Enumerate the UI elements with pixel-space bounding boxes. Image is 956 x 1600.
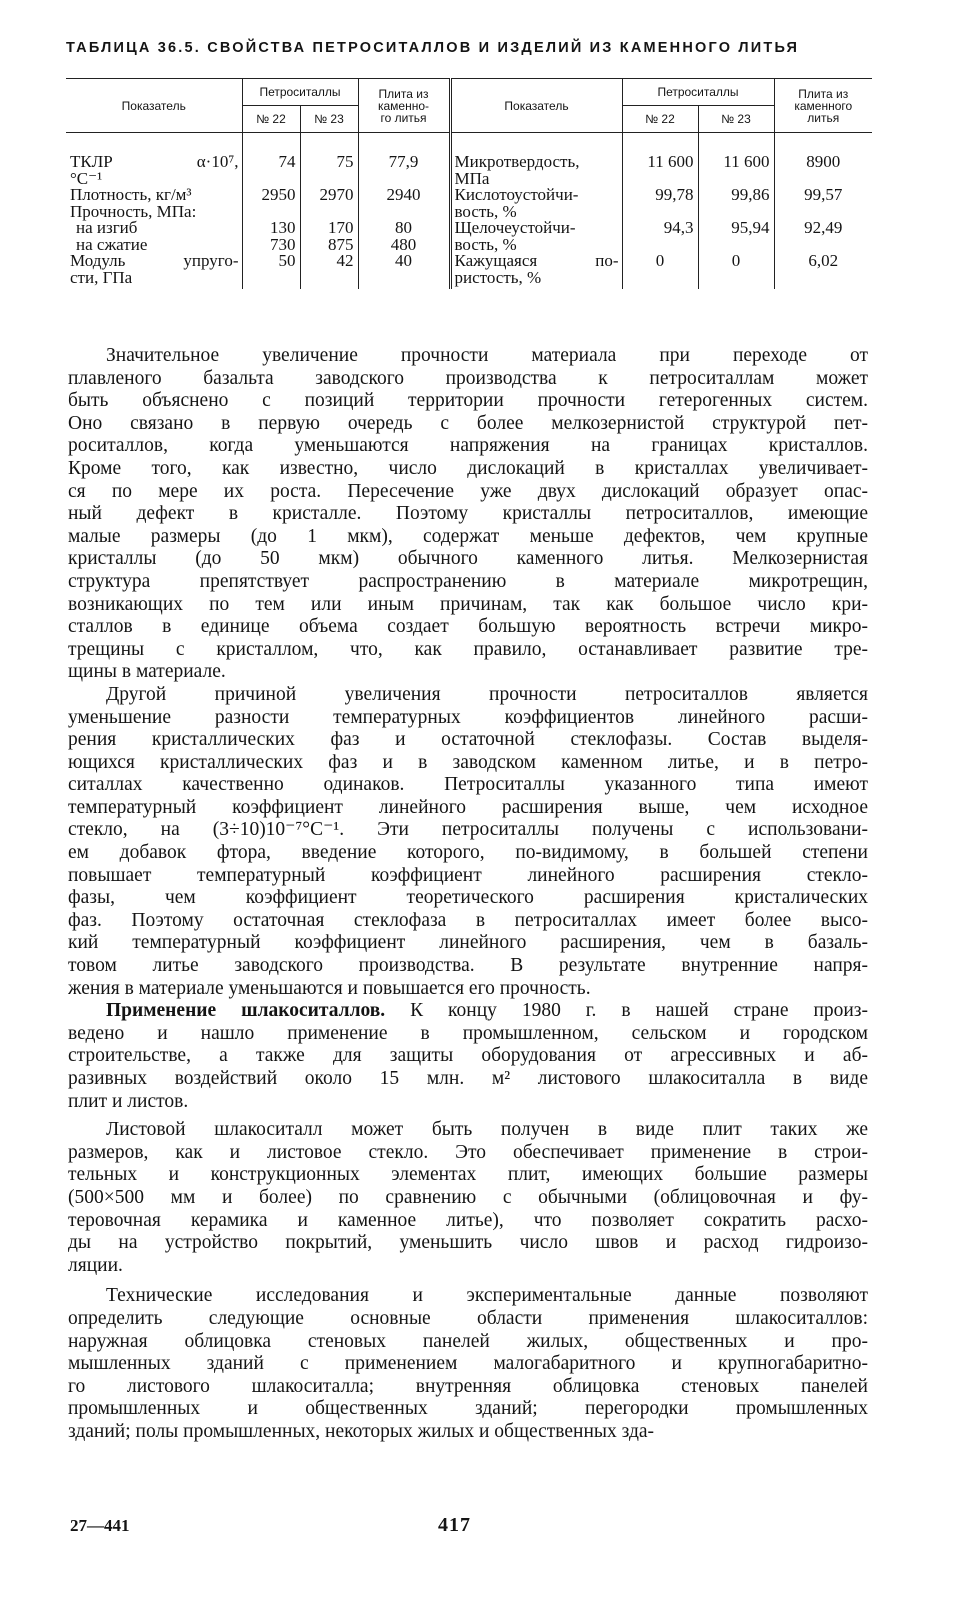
- header-n22-left: № 22: [242, 106, 300, 133]
- cell-value: 95,94: [698, 220, 774, 253]
- cell-value: 6,02: [774, 253, 872, 289]
- text-line: наружная облицовка стеновых панелей жилых, общественных и про-: [68, 1330, 868, 1352]
- text-line: го листового шлакоситалла; внутренняя облицовка стеновых панелей: [68, 1375, 868, 1397]
- text-line: кристаллы (до 50 мкм) обычного каменного литья. Мелкозернистая: [68, 548, 868, 570]
- cell-value: 130 730: [242, 220, 300, 253]
- row-label-strength: на изгиб на сжатие: [76, 218, 148, 254]
- text-line: Технические исследования и экспериментальные данные позволяют: [106, 1285, 868, 1307]
- text-line: роситаллов, когда уменьшаются напряжения на границах кристаллов.: [68, 435, 868, 457]
- text-line: ющихся кристаллических фаз и в заводском каменном литье, и в петро-: [68, 751, 868, 773]
- row-label-porosity: Кажущаяся по- ристость, %: [450, 253, 622, 289]
- cell-value: 40: [358, 253, 450, 289]
- cell-value: 80 480: [358, 220, 450, 253]
- text-line: ситаллах качественно одинаков. Петроситаллы указанного типа имеют: [68, 774, 868, 796]
- cell-value: 170 875: [300, 220, 358, 253]
- table-caption: ТАБЛИЦА 36.5. СВОЙСТВА ПЕТРОСИТАЛЛОВ И ИЗДЕЛИЙ ИЗ КАМЕННОГО ЛИТЬЯ: [66, 40, 800, 56]
- text-line: Листовой шлакоситалл может быть получен в виде плит таких же: [106, 1119, 868, 1141]
- text-line: возникающих по тем или иным причинам, так как большое число кри-: [68, 593, 868, 615]
- text-line: Значительное увеличение прочности материала при переходе от: [106, 345, 868, 366]
- table-row: [66, 253, 872, 289]
- cell-value: 11 600: [698, 133, 774, 188]
- text-line: ляции.: [68, 1254, 123, 1276]
- header-indicator-left: Показатель: [66, 79, 242, 133]
- text-line: ем добавок фтора, введение которого, по-видимому, в большей степени: [68, 842, 868, 864]
- cell-value: 8900: [774, 133, 872, 188]
- cell-value: 42: [300, 253, 358, 289]
- cell-value: 92,49: [774, 220, 872, 253]
- text-line: структура препятствует распространению в материале микротрещин,: [68, 570, 868, 592]
- text-line: кий температурный коэффициент линейного расширения, чем в базаль-: [68, 932, 868, 954]
- page-number: 417: [438, 1514, 471, 1536]
- text-line: Оно связано в первую очередь с более мелкозернистой структурой пет-: [68, 412, 868, 434]
- text-line: ведено и нашло применение в промышленном, сельском и городском: [68, 1022, 868, 1044]
- header-slab-right: Плита из каменного литья: [774, 79, 872, 133]
- runin-heading: Применение шлакоситаллов.: [106, 1000, 386, 1022]
- cell-value: 99,57: [774, 187, 872, 220]
- row-label-modulus: Модуль упруго- сти, ГПа: [70, 251, 239, 287]
- text-line: сталлов в единице объема создает большую вероятность встречи микро-: [68, 616, 868, 638]
- text-line: плавленого базальта заводского производства к петроситаллам может: [68, 367, 868, 389]
- text-line: строительстве, а также для защиты оборудования от агрессивных и аб-: [68, 1045, 868, 1067]
- cell-value: 11 600: [622, 133, 698, 188]
- cell-value: 77,9: [358, 133, 450, 188]
- text-line: плит и листов.: [68, 1090, 189, 1112]
- header-petro-right: Петроситаллы: [622, 79, 774, 106]
- text-line: повышает температурный коэффициент линейного расширения стекло-: [68, 864, 868, 886]
- paragraph-application-areas: [68, 1285, 868, 1443]
- signature-mark: 27—441: [70, 1516, 130, 1535]
- table-row: [66, 220, 872, 253]
- body-text: [68, 345, 868, 1444]
- text-line: разивных воздействий около 15 млн. м² листового шлакоситалла в виде: [68, 1068, 868, 1089]
- row-label-acid-resistance: Кислотоустойчи- вость, %: [450, 187, 622, 220]
- text-line: трещины с кристаллом, что, как правило, останавливает развитие тре-: [68, 638, 868, 660]
- text-line: промышленных и общественных зданий; перегородки промышленных: [68, 1398, 868, 1420]
- text-line: температурный коэффициент линейного расширения выше, чем исходное: [68, 796, 868, 818]
- header-n23-right: № 23: [698, 106, 774, 133]
- text-line: тельных и конструкционных элементах плит, имеющих большие размеры: [68, 1164, 868, 1186]
- text-line: Кроме того, как известно, число дислокаций в кристаллах увеличивает-: [68, 457, 868, 479]
- text-line: теровочная керамика и каменное литье), что позволяет сократить расхо-: [68, 1209, 868, 1231]
- text-line: мышленных зданий с применением малогабаритного и крупногабаритно-: [68, 1353, 868, 1375]
- cell-value: 2940: [358, 187, 450, 220]
- table-row: [66, 187, 872, 220]
- text-line: ся по мере их роста. Пересечение уже двух дислокаций образует опас-: [68, 480, 868, 502]
- row-label-microhardness: Микротвердость, МПа: [450, 133, 622, 188]
- text-line: ный дефект в кристалле. Поэтому кристаллы петроситаллов, имеющие: [68, 503, 868, 525]
- paragraph-first-line: Применение шлакоситаллов. К концу 1980 г. в нашей стране произ-: [106, 1000, 868, 1022]
- properties-table: [66, 78, 872, 289]
- cell-value: 94,3: [622, 220, 698, 253]
- header-indicator-right: Показатель: [450, 79, 622, 133]
- text-line: щины в материале.: [68, 661, 226, 683]
- cell-value: 0: [622, 253, 698, 289]
- header-slab-left: Плита из каменно- го литья: [358, 79, 450, 133]
- cell-value: 99,78: [622, 187, 698, 220]
- cell-value: 99,86: [698, 187, 774, 220]
- text-line: (500×500 мм и более) по сравнению с обычными (облицовочная и фу-: [68, 1186, 868, 1208]
- text-line: быть объяснено с позиций территории прочности гетерогенных систем.: [68, 390, 868, 412]
- text-line: определить следующие основные области применения шлакоситаллов:: [68, 1307, 868, 1329]
- text-line: малые размеры (до 1 мкм), содержат меньше дефектов, чем крупные: [68, 525, 868, 547]
- cell-value: 2950: [242, 187, 300, 220]
- text-line: уменьшение разности температурных коэффициентов линейного расши-: [68, 706, 868, 728]
- text-line: зданий; полы промышленных, некоторых жилых и общественных зда-: [68, 1420, 655, 1442]
- cell-value: 75: [300, 133, 358, 188]
- paragraph-thermal-expansion: [68, 684, 868, 1000]
- text-line: ды на устройство покрытий, уменьшить число швов и расход гидроизо-: [68, 1232, 868, 1254]
- row-label-alkali-resistance: Щелочеустойчи- вость, %: [450, 220, 622, 253]
- text-line: жения в материале уменьшаются и повышается его прочность.: [68, 977, 591, 999]
- cell-value: 0: [698, 253, 774, 289]
- paragraph-sheet-slag-ceramics: [68, 1119, 868, 1277]
- header-n23-left: № 23: [300, 106, 358, 133]
- table-row: [66, 133, 872, 188]
- cell-value: 2970: [300, 187, 358, 220]
- cell-value: 74: [242, 133, 300, 188]
- header-n22-right: № 22: [622, 106, 698, 133]
- paragraph-slag-ceramics-application: [68, 1000, 868, 1113]
- text-line: рения кристаллических фаз и остаточной стеклофазы. Состав выделя-: [68, 729, 868, 751]
- text-line: товом литье заводского производства. В результате внутренние напря-: [68, 955, 868, 977]
- text-line: стекло, на (3÷10)10⁻⁷°C⁻¹. Эти петроситаллы получены с использовани-: [68, 819, 868, 841]
- text-line: Другой причиной увеличения прочности петроситаллов является: [106, 683, 868, 705]
- header-petro-left: Петроситаллы: [242, 79, 358, 106]
- row-label-tklr: ТКЛР α·10⁷, °C⁻¹: [70, 152, 239, 188]
- text-line: фаз. Поэтому остаточная стеклофаза в петроситаллах имеет более высо-: [68, 909, 868, 931]
- text-line: фазы, чем коэффициент теоретического расширения кристалических: [68, 887, 868, 909]
- row-label-density: Плотность, кг/м³ Прочность, МПа:: [70, 185, 197, 221]
- text-line: размеров, как и листовое стекло. Это обеспечивает применение в строи-: [68, 1141, 868, 1163]
- cell-value: 50: [242, 253, 300, 289]
- paragraph-strength-increase: [68, 345, 868, 684]
